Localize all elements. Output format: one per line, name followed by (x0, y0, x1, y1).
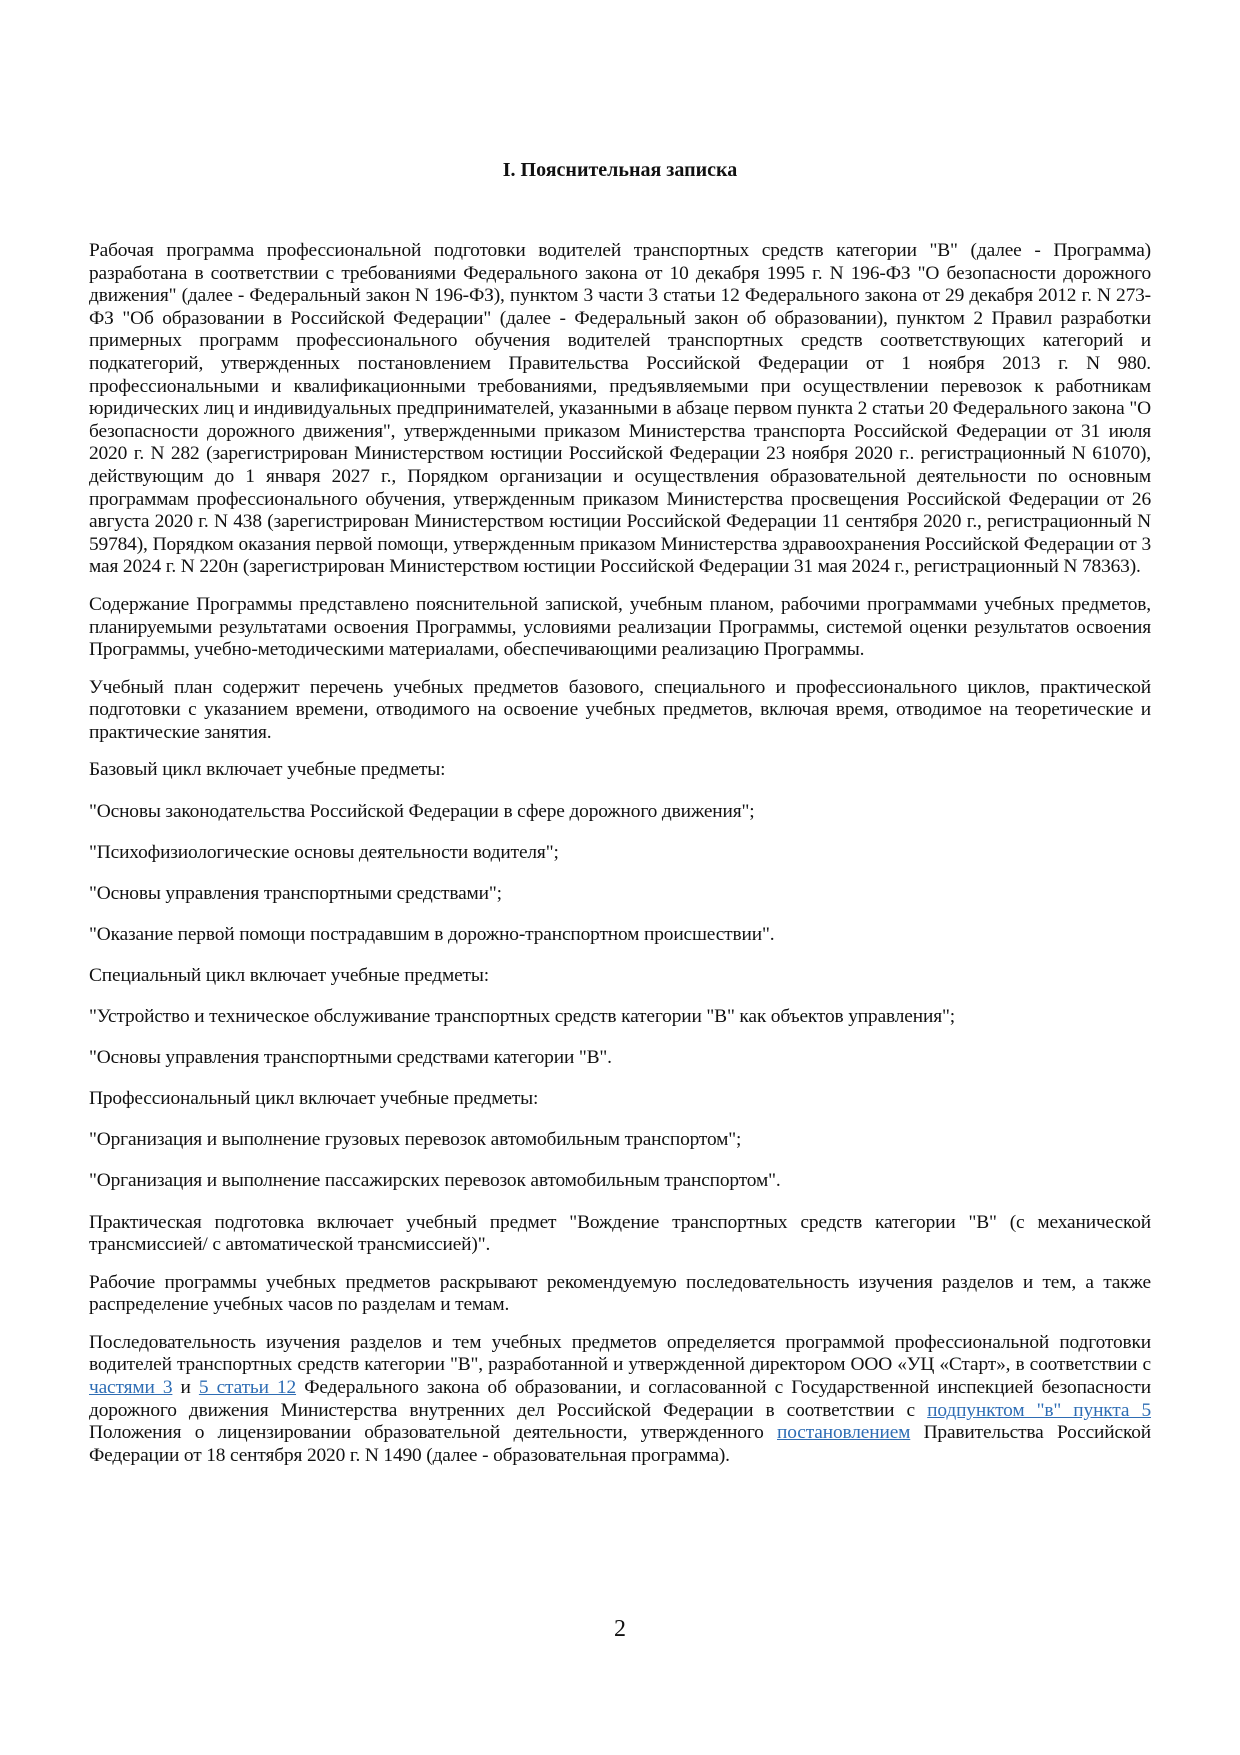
basic-cycle-item: "Психофизиологические основы деятельности водителя"; (89, 841, 559, 863)
paragraph-program-content: Содержание Программы представлено пояснительной запиской, учебным планом, рабочими программами учебных предметов, планируемыми результатами освоения Программы, условиями реализации Программы, системой оценки результатов освоения Программы, учебно-методическими материалами, обеспечивающими реализацию Программы. (89, 593, 1151, 661)
professional-cycle-intro: Профессиональный цикл включает учебные предметы: (89, 1088, 539, 1110)
paragraph-sequence (89, 1332, 1151, 1468)
page-number: 2 (614, 1616, 626, 1642)
special-cycle-item: "Основы управления транспортными средствами категории "B". (89, 1047, 612, 1069)
basic-cycle-item: "Основы управления транспортными средствами"; (89, 882, 502, 904)
paragraph-curriculum: Учебный план содержит перечень учебных предметов базового, специального и профессионального циклов, практической подготовки с указанием времени, отводимого на освоение учебных предметов, включая время, отводимое на теоретические и практические занятия. (89, 676, 1151, 743)
link-resolution[interactable]: постановлением (777, 1422, 911, 1444)
sequence-text: Федерального закона об образовании, и согласованной с Государственной инспекцией безопасности дорожного движения Министерства внутренних дел Российской Федерации в соответствии с (89, 1377, 1151, 1421)
paragraph-practical-training: Практическая подготовка включает учебный предмет "Вождение транспортных средств категории "B" (с механической трансмиссией/ с автоматической трансмиссией)". (89, 1211, 1151, 1256)
sequence-text: Положения о лицензировании образовательной деятельности, утвержденного (89, 1422, 777, 1444)
sequence-text: Последовательность изучения разделов и тем учебных предметов определяется программой профессиональной подготовки водителей транспортных средств категории "B", разработанной и утвержденной директором ООО «УЦ «Старт», в соответствии с (89, 1331, 1151, 1376)
professional-cycle-item: "Организация и выполнение пассажирских перевозок автомобильным транспортом". (89, 1170, 781, 1192)
section-title: I. Пояснительная записка (502, 159, 738, 181)
sequence-text: и (172, 1377, 199, 1399)
basic-cycle-item: "Основы законодательства Российской Федерации в сфере дорожного движения"; (89, 800, 755, 822)
paragraph-legal-basis: Рабочая программа профессиональной подготовки водителей транспортных средств категории "B" (далее - Программа) разработана в соответствии с требованиями Федерального закона от 10 декабря 1995 г. N 196-ФЗ "О безопасности дорожного движения" (далее - Федеральный закон N 196-ФЗ), пунктом 3 части 3 статьи 12 Федерального закона от 29 декабря 2012 г. N 273-ФЗ "Об образовании в Российской Федерации" (далее - Федеральный закон об образовании), пунктом 2 Правил разработки примерных программ профессионального обучения водителей транспортных средств соответствующих категорий и подкатегорий, утвержденных постановлением Правительства Российской Федерации от 1 ноября 2013 г. N 980. профессиональными и квалификационными требованиями, предъявляемыми при осуществлении перевозок к работникам юридических лиц и индивидуальных предпринимателей, указанными в абзаце первом пункта 2 статьи 20 Федерального закона "О безопасности дорожного движения", утвержденными приказом Министерства транспорта Российской Федерации от 31 июля 2020 г. N 282 (зарегистрирован Министерством юстиции Российской Федерации 23 ноября 2020 г.. регистрационный N 61070), действующим до 1 января 2027 г., Порядком организации и осуществления образовательной деятельности по основным программам профессионального обучения, утвержденным приказом Министерства просвещения Российской Федерации от 26 августа 2020 г. N 438 (зарегистрирован Министерством юстиции Российской Федерации 11 сентября 2020 г., регистрационный N 59784), Порядком оказания первой помощи, утвержденным приказом Министерства здравоохранения Российской Федерации от 3 мая 2024 г. N 220н (зарегистрирован Министерством юстиции Российской Федерации 31 мая 2024 г., регистрационный N 78363). (89, 240, 1151, 578)
basic-cycle-intro: Базовый цикл включает учебные предметы: (89, 759, 446, 781)
special-cycle-item: "Устройство и техническое обслуживание транспортных средств категории "B" как объектов управления"; (89, 1006, 955, 1028)
link-subclause-v-clause-5[interactable]: подпунктом "в" пункта 5 (927, 1399, 1152, 1421)
special-cycle-intro: Специальный цикл включает учебные предметы: (89, 964, 489, 986)
link-article-12-part-5[interactable]: 5 статьи 12 (198, 1377, 297, 1399)
basic-cycle-item: "Оказание первой помощи пострадавшим в дорожно-транспортном происшествии". (89, 923, 775, 945)
document-body (89, 240, 1151, 1482)
sequence-text: Правительства Российской Федерации от 18 сентября 2020 г. N 1490 (далее - образовательная программа). (89, 1422, 1152, 1466)
link-parts-3[interactable]: частями 3 (89, 1377, 173, 1399)
professional-cycle-item: "Организация и выполнение грузовых перевозок автомобильным транспортом"; (89, 1129, 742, 1151)
paragraph-work-programs: Рабочие программы учебных предметов раскрывают рекомендуемую последовательность изучения разделов и тем, а также распределение учебных часов по разделам и темам. (89, 1271, 1151, 1316)
